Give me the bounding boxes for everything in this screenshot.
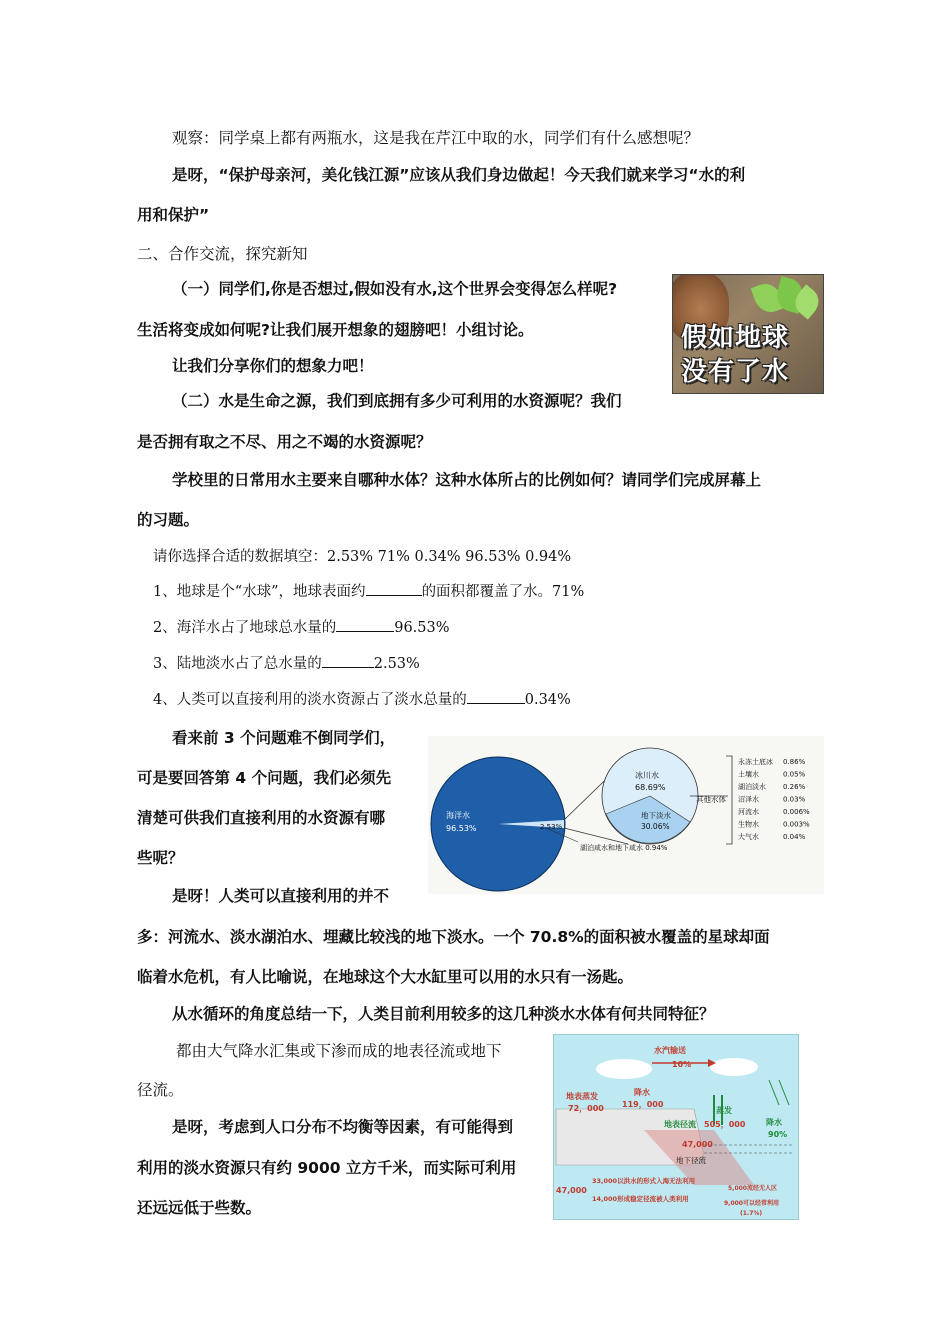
other-item-name: 大气水 [738,833,759,841]
ocean-value: 96.53% [446,824,477,833]
usable-label: 9,000可以经常利用 [724,1200,779,1207]
glacier-value: 68.69% [635,783,666,792]
question3-line2: 的习题。 [137,511,200,529]
fill-item-1-prefix: 1、地球是个“水球”，地球表面约 [153,584,366,600]
fill-item-2 [153,616,450,637]
transport-value: 10% [672,1060,692,1069]
other-item-value: 0.86% [783,758,806,766]
glacier-label: 冰川水 [635,771,659,780]
groundwater-label: 地下淡水 [641,811,671,820]
total-value: 47,000 [556,1186,587,1195]
runoff-label: 地表径流 [664,1120,696,1129]
other-item-value: 0.04% [783,833,806,841]
fill-item-4-prefix: 4、人类可以直接利用的淡水资源占了淡水总量的 [153,692,467,708]
text-s13: 还远远低于些数。 [137,1199,262,1217]
water-cycle-diagram [553,1034,799,1220]
question1-line3: 让我们分享你们的想象力吧！ [172,357,374,375]
transport-label: 水汽输送 [654,1046,686,1055]
fill-blank-4[interactable] [467,702,525,704]
other-item-value: 0.05% [783,770,806,779]
sea-evap-value: 505，000 [704,1120,746,1129]
question2-line1: （二）水是生命之源，我们到底拥有多少可利用的水资源呢？我们 [172,392,622,410]
question1-line1: （一）同学们,你是否想过,假如没有水,这个世界会变得怎么样呢? [172,280,618,298]
fill-item-4-suffix: 0.34% [524,692,571,708]
no-water-image [672,274,824,394]
runoff-value: 47,000 [682,1140,713,1149]
intro-paragraph-line2: 用和保护” [137,206,210,224]
ocean-label: 海洋水 [446,811,470,820]
intro-paragraph-line1: 是呀，“保护母亲河，美化钱江源”应该从我们身边做起！今天我们就来学习“水的利 [172,166,746,184]
cloud-right-icon [710,1058,758,1076]
text-s5: 是呀！人类可以直接利用的并不 [172,887,390,905]
fill-item-3-suffix: 2.53% [373,656,420,672]
other-item-name: 永冻土底冰 [738,758,773,766]
fill-item-4 [153,688,571,709]
badge-title-line2: 没有了水 [681,357,790,387]
other-item-name: 土壤水 [738,770,759,779]
fill-blank-3[interactable] [322,666,374,668]
usable-percent: (1.7%) [740,1210,763,1217]
question3-line1: 学校里的日常用水主要来自哪种水体？这种水体所占的比例如何？请同学们完成屏幕上 [172,471,762,489]
other-item-name: 沼泽水 [738,795,759,804]
text-s4: 些呢？ [137,849,184,867]
badge-title-line1: 假如地球 [681,323,790,353]
question2-line2: 是否拥有取之不尽、用之不竭的水资源呢？ [137,433,432,451]
other-item-value: 0.03% [783,795,806,804]
water-distribution-svg [428,736,824,894]
rain-line-icon [769,1080,779,1105]
other-item-value: 0.26% [783,783,806,791]
fill-blank-2[interactable] [336,630,394,632]
fill-intro: 请你选择合适的数据填空：2.53% 71% 0.34% 96.53% 0.94% [153,549,572,565]
land-evap-value: 72，000 [568,1104,604,1113]
question1-line2: 生活将变成如何呢?让我们展开想象的翅膀吧！小组讨论。 [137,321,534,339]
other-item-value: 0.006% [783,808,810,816]
text-s8: 从水循环的角度总结一下，人类目前利用较多的这几种淡水水体有何共同特征？ [172,1005,715,1023]
sea-evap-label: 蒸发 [716,1106,732,1115]
fill-item-3-prefix: 3、陆地淡水占了总水量的 [153,656,322,672]
text-s11: 是呀，考虑到人口分布不均衡等因素，有可能得到 [172,1118,514,1136]
water-cycle-svg [554,1035,798,1219]
cloud-left-icon [596,1059,652,1079]
fill-item-1-suffix: 的面积都覆盖了水。71% [421,584,585,600]
lake-salt-label: 湖泊咸水和地下咸水 0.94% [580,844,668,852]
nobody-label: 5,000流经无人区 [728,1185,777,1192]
other-item-name: 河流水 [738,808,759,816]
land-rain-value: 119，000 [622,1100,664,1109]
land-value: 2.53% [540,823,563,831]
text-s2: 可是要回答第 4 个问题，我们必须先 [137,769,392,787]
fill-item-1 [153,580,584,601]
text-s6: 多：河流水、淡水湖泊水、埋藏比较浅的地下淡水。一个 70.8%的面积被水覆盖的星球却面 [137,928,770,946]
other-item-name: 生物水 [738,820,759,829]
flood-label: 33,000以洪水的形式入海无法利用 [592,1177,696,1185]
other-bracket [726,756,732,844]
fill-item-2-prefix: 2、海洋水占了地球总水量的 [153,620,337,636]
text-s3: 清楚可供我们直接利用的水资源有哪 [137,809,386,827]
text-s1: 看来前 3 个问题难不倒同学们， [172,729,396,747]
other-item-name: 湖泊淡水 [738,783,766,791]
text-s9: 都由大气降水汇集或下渗而成的地表径流或地下 [176,1042,502,1060]
water-distribution-figure [428,736,824,894]
text-s7: 临着水危机，有人比喻说，在地球这个大水缸里可以用的水只有一汤匙。 [137,968,634,986]
observation-paragraph: 观察：同学桌上都有两瓶水，这是我在芹江中取的水，同学们有什么感想呢？ [172,129,700,147]
other-water-label: 其他水体 [696,795,726,804]
land-evap-label: 地表蒸发 [566,1092,598,1101]
fill-item-2-suffix: 96.53% [394,620,450,636]
section-heading-2: 二、合作交流，探究新知 [137,245,308,263]
land-rain-label: 降水 [634,1088,650,1097]
sea-rain-label: 降水 [766,1118,782,1127]
other-item-value: 0.003% [783,820,810,829]
sea-rain-value: 90% [768,1130,788,1139]
rain-line-icon [779,1080,789,1105]
fill-item-3 [153,652,420,673]
groundwater-value: 30.06% [641,822,670,831]
stable-label: 14,000形成稳定径流被人类利用 [592,1195,689,1203]
text-s12: 利用的淡水资源只有约 9000 立方千米，而实际可利用 [137,1159,517,1177]
fill-blank-1[interactable] [366,594,422,596]
ground-runoff-label: 地下径流 [676,1156,706,1165]
text-s10: 径流。 [137,1081,184,1099]
